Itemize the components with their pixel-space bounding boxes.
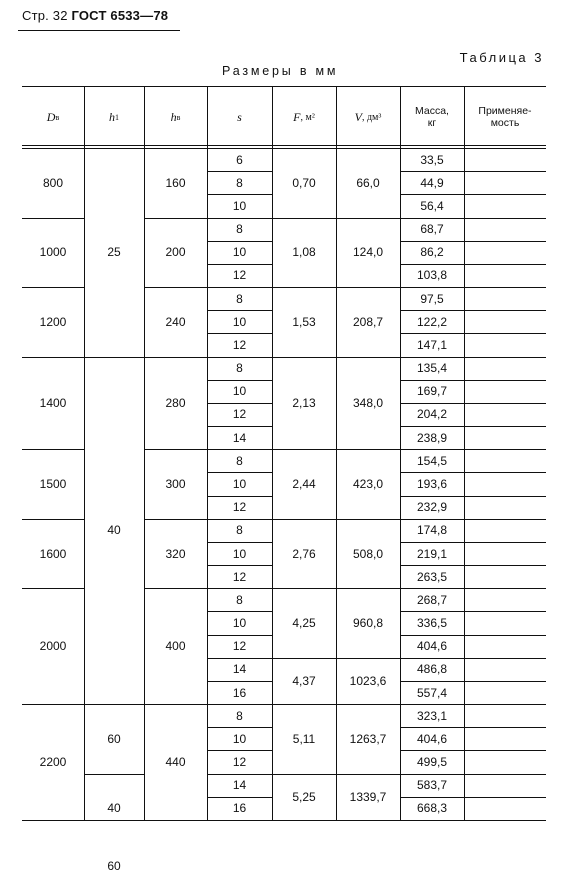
- mass-cell: 68,7: [420, 222, 444, 237]
- table-top-rule: [22, 86, 546, 87]
- s-cell: 8: [236, 222, 243, 237]
- f-cell: 1,53: [292, 314, 316, 329]
- mass-cell: 486,8: [416, 662, 448, 677]
- s-cell: 8: [236, 453, 243, 468]
- s-cell: 12: [232, 639, 247, 654]
- s-cell: 8: [236, 361, 243, 376]
- v-cell: 66,0: [356, 175, 380, 190]
- v-cell: 124,0: [352, 245, 384, 260]
- col-header-s: s: [237, 109, 242, 124]
- mass-cell: 135,4: [416, 361, 448, 376]
- col-header-d: D в: [46, 109, 60, 124]
- h1-cell: 25: [107, 245, 121, 260]
- f-cell: 0,70: [292, 175, 316, 190]
- s-cell: 8: [236, 523, 243, 538]
- col-header-h1: h 1: [109, 109, 119, 124]
- mass-cell: 103,8: [416, 268, 448, 283]
- f-cell: 2,13: [292, 395, 316, 410]
- mass-cell: 404,6: [416, 731, 448, 746]
- mass-cell: 232,9: [416, 500, 448, 515]
- s-cell: 12: [232, 268, 247, 283]
- mass-cell: 336,5: [416, 616, 448, 631]
- s-cell: 10: [232, 198, 247, 213]
- s-cell: 8: [236, 175, 243, 190]
- s-cell: 10: [232, 384, 247, 399]
- mass-cell: 169,7: [416, 384, 448, 399]
- h-cell: 440: [165, 755, 186, 770]
- col-header-h: h в: [170, 109, 181, 124]
- mass-cell: 499,5: [416, 755, 448, 770]
- mass-cell: 219,1: [416, 546, 448, 561]
- s-cell: 16: [232, 801, 247, 816]
- h-cell: 200: [165, 245, 186, 260]
- col-header-use: Применяе- мость: [478, 105, 532, 129]
- mass-cell: 263,5: [416, 569, 448, 584]
- mass-cell: 174,8: [416, 523, 448, 538]
- mass-cell: 193,6: [416, 476, 448, 491]
- d-cell: 2200: [39, 755, 67, 770]
- f-cell: 4,25: [292, 616, 316, 631]
- s-cell: 10: [232, 245, 247, 260]
- standard-number: ГОСТ 6533—78: [71, 8, 169, 23]
- mass-cell: 154,5: [416, 453, 448, 468]
- h-cell: 280: [165, 395, 186, 410]
- d-cell: 1600: [39, 546, 67, 561]
- mass-cell: 122,2: [416, 314, 448, 329]
- s-cell: 10: [232, 616, 247, 631]
- page-number: Стр. 32: [22, 8, 68, 23]
- mass-cell: 147,1: [416, 337, 448, 352]
- h1-cell: 40: [107, 801, 121, 816]
- mass-cell: 268,7: [416, 592, 448, 607]
- f-cell: 1,08: [292, 245, 316, 260]
- h-cell: 320: [165, 546, 186, 561]
- mass-cell: 86,2: [420, 245, 444, 260]
- s-cell: 16: [232, 685, 247, 700]
- mass-cell: 583,7: [416, 778, 448, 793]
- mass-cell: 238,9: [416, 430, 448, 445]
- header-rule: [18, 30, 180, 31]
- column-divider: [464, 86, 465, 820]
- d-cell: 1400: [39, 395, 67, 410]
- s-cell: 8: [236, 291, 243, 306]
- mass-cell: 204,2: [416, 407, 448, 422]
- s-cell: 12: [232, 569, 247, 584]
- d-cell: 2000: [39, 639, 67, 654]
- mass-cell: 97,5: [420, 291, 444, 306]
- mass-cell: 56,4: [420, 198, 444, 213]
- h-cell: 160: [165, 175, 186, 190]
- f-cell: 2,44: [292, 476, 316, 491]
- mass-cell: 33,5: [420, 152, 444, 167]
- d-cell: 1000: [39, 245, 67, 260]
- s-cell: 10: [232, 731, 247, 746]
- v-cell: 1339,7: [349, 789, 387, 804]
- v-cell: 1263,7: [349, 731, 387, 746]
- s-cell: 10: [232, 314, 247, 329]
- s-cell: 12: [232, 407, 247, 422]
- v-cell: 1023,6: [349, 673, 387, 688]
- s-cell: 12: [232, 337, 247, 352]
- v-cell: 423,0: [352, 476, 384, 491]
- h-cell: 300: [165, 476, 186, 491]
- mass-cell: 404,6: [416, 639, 448, 654]
- h-cell: 400: [165, 639, 186, 654]
- s-cell: 6: [236, 152, 243, 167]
- d-cell: 1500: [39, 476, 67, 491]
- mass-cell: 44,9: [420, 175, 444, 190]
- mass-cell: 557,4: [416, 685, 448, 700]
- header-rule-upper: [22, 145, 546, 146]
- s-cell: 12: [232, 500, 247, 515]
- v-cell: 208,7: [352, 314, 384, 329]
- dimensions-table: [22, 86, 546, 874]
- h1-cell: 40: [107, 523, 121, 538]
- v-cell: 348,0: [352, 395, 384, 410]
- v-cell: 508,0: [352, 546, 384, 561]
- v-cell: 960,8: [352, 616, 384, 631]
- s-cell: 14: [232, 778, 247, 793]
- s-cell: 8: [236, 708, 243, 723]
- col-header-v: V , дм³: [354, 109, 382, 124]
- s-cell: 8: [236, 592, 243, 607]
- d-cell: 800: [42, 175, 64, 190]
- f-cell: 2,76: [292, 546, 316, 561]
- table-label: Таблица 3: [459, 50, 544, 65]
- col-header-f: F , м²: [293, 109, 315, 124]
- h1-cell: 60: [107, 859, 121, 874]
- s-cell: 14: [232, 662, 247, 677]
- mass-cell: 668,3: [416, 801, 448, 816]
- f-cell: 4,37: [292, 673, 316, 688]
- h1-cell: 60: [107, 731, 121, 746]
- s-cell: 10: [232, 476, 247, 491]
- s-cell: 12: [232, 755, 247, 770]
- f-cell: 5,11: [292, 731, 316, 746]
- h-cell: 240: [165, 314, 186, 329]
- mass-cell: 323,1: [416, 708, 448, 723]
- page-header: [22, 8, 168, 23]
- units-caption: Размеры в мм: [222, 64, 339, 78]
- d-cell: 1200: [39, 314, 67, 329]
- s-cell: 10: [232, 546, 247, 561]
- col-header-mass: Масса, кг: [415, 105, 449, 129]
- s-cell: 14: [232, 430, 247, 445]
- f-cell: 5,25: [292, 789, 316, 804]
